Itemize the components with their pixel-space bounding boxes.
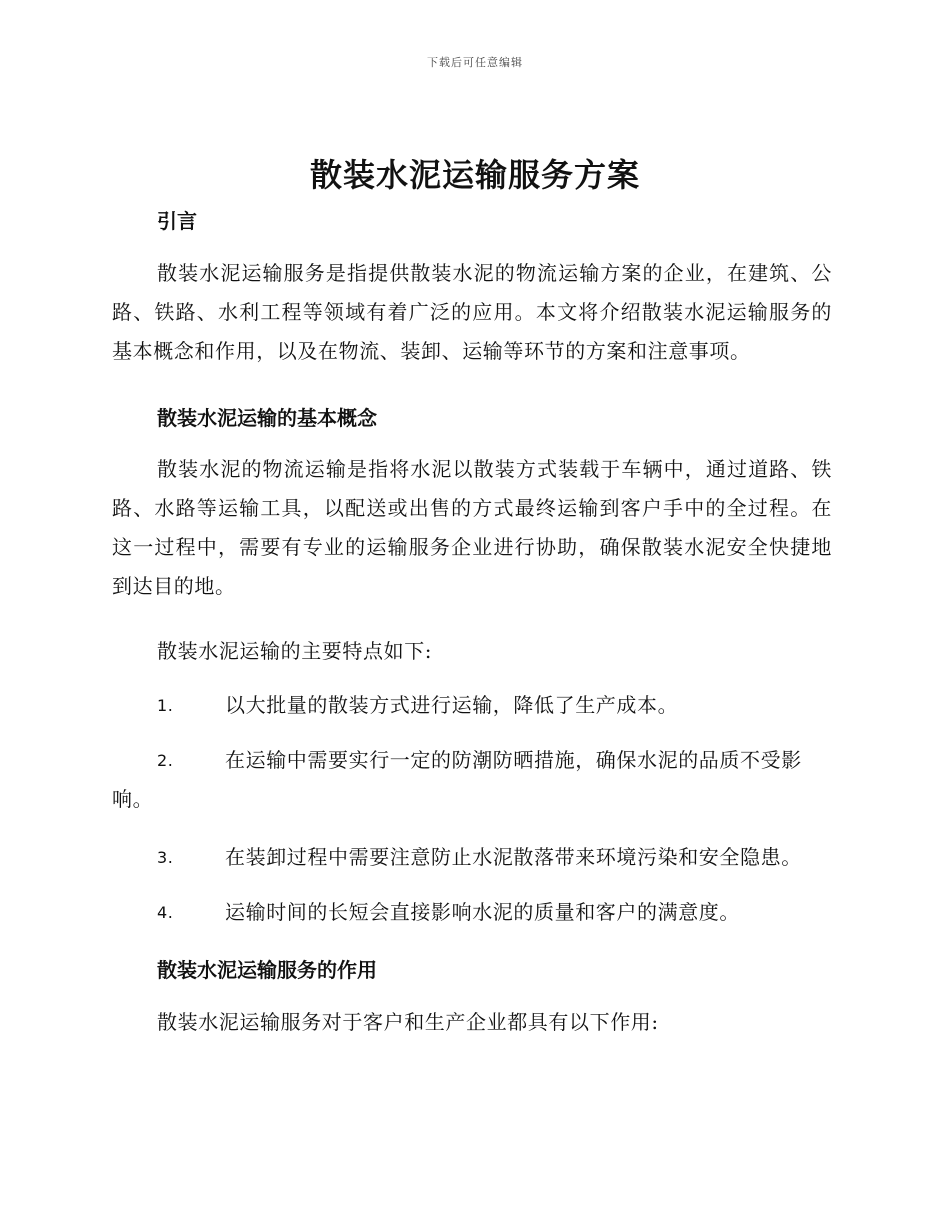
list-text: 运输时间的长短会直接影响水泥的质量和客户的满意度。 <box>225 900 740 924</box>
list-item-2 <box>112 741 832 819</box>
intro-paragraph: 散装水泥运输服务是指提供散装水泥的物流运输方案的企业，在建筑、公路、铁路、水利工程等领域有着广泛的应用。本文将介绍散装水泥运输服务的基本概念和作用，以及在物流、装卸、运输等环节的方案和注意事项。 <box>112 261 832 363</box>
list-number: 2. <box>157 751 174 770</box>
concept-heading: 散装水泥运输的基本概念 <box>157 406 377 430</box>
features-intro: 散装水泥运输的主要特点如下: <box>157 639 433 663</box>
list-text: 以大批量的散装方式进行运输，降低了生产成本。 <box>225 693 679 717</box>
list-number: 3. <box>157 848 174 867</box>
role-paragraph: 散装水泥运输服务对于客户和生产企业都具有以下作用: <box>157 1010 659 1034</box>
list-number: 1. <box>157 696 174 715</box>
list-text: 在装卸过程中需要注意防止水泥散落带来环境污染和安全隐患。 <box>225 845 802 869</box>
list-text: 在运输中需要实行一定的防潮防晒措施，确保水泥的品质不受影响。 <box>112 748 802 811</box>
list-number: 4. <box>157 903 174 922</box>
document-title: 散装水泥运输服务方案 <box>309 156 640 194</box>
role-heading: 散装水泥运输服务的作用 <box>157 958 377 982</box>
list-item-4 <box>112 893 832 932</box>
list-item-3 <box>112 838 832 877</box>
list-item-1 <box>112 686 832 725</box>
intro-heading: 引言 <box>157 209 197 233</box>
page-header-note: 下载后可任意编辑 <box>427 56 523 69</box>
concept-paragraph: 散装水泥的物流运输是指将水泥以散装方式装载于车辆中，通过道路、铁路、水路等运输工具，以配送或出售的方式最终运输到客户手中的全过程。在这一过程中，需要有专业的运输服务企业进行协助，确保散装水泥安全快捷地到达目的地。 <box>112 457 832 598</box>
